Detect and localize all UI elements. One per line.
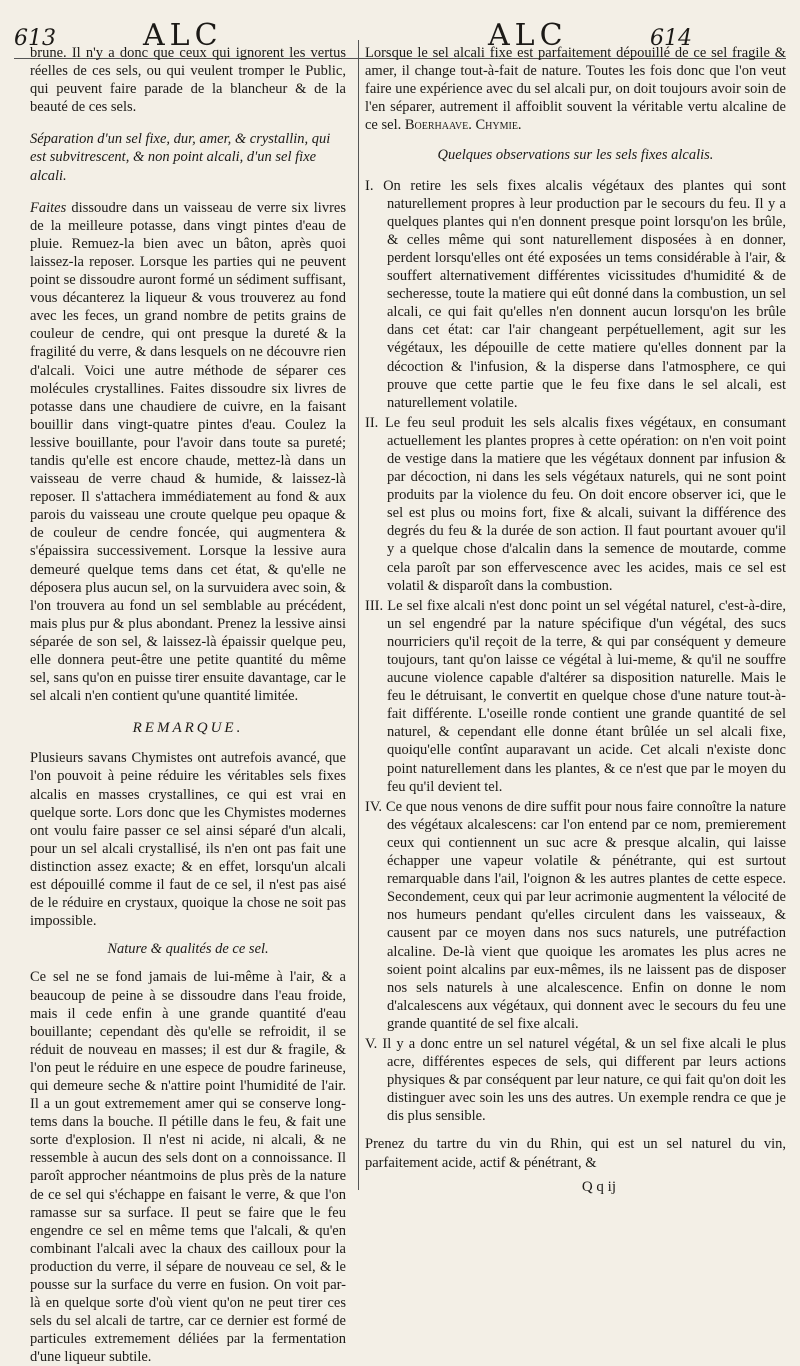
observations-list [365, 177, 786, 1126]
observation-item [365, 798, 786, 1033]
observation-text: Le sel fixe alcali n'est donc point un sel végétal naturel, c'est-à-dire, un sel engendré par la nature spécifique d'un végétal, des sucs nourriciers qu'il reçoit de la terre, & qui par conséquent y demeure toujours, tant qu'on laisse ce végétal à lui-meme, & qu'il ne souffre aucune violence capable d'altérer sa disposition naturelle. Mais le feu le détruisant, le convertit en quelque chose d'une nature tout-à-fait différente. L'oseille ronde contient une grande quantité de sel naturel, & cependant elle donne étant brûlée un sel alcali fixe, quoiqu'elle contînt auparavant un acide. Cet alcali n'existe donc point naturellement dans les plantes, & ce n'est que par le moyen du feu qu'il devient tel. [387, 597, 786, 795]
margin-word: Faites [30, 199, 67, 216]
right-running-head: ALC [488, 18, 568, 53]
lorsque-paragraph [365, 44, 786, 134]
lorsque-text: Lorsque le sel alcali fixe est parfaitement dépouillé de ce sel fragile & amer, il change tout-à-fait de nature. Toutes les fois donc que l'on veut faire une expérience avec du sel alcali pur, on doit toujours avoir soin de l'en séparer, autrement il affoiblit souvent la véritable vertu alcaline de ce sel. [365, 45, 786, 134]
observation-number: V. [365, 1035, 378, 1052]
remarque-heading: REMARQUE. [132, 720, 244, 737]
nature-heading: Nature & qualités de ce sel. [107, 941, 269, 958]
nature-paragraph: Ce sel ne se fond jamais de lui-même à l'air, & a beaucoup de peine à se dissoudre dans l'eau froide, mais il cede enfin à une grande quantité d'eau bouillante; cependant dès qu'elle se refroidit, il se réduit de nouveau en masses; il est dur & fragile, & l'on peut le réduire en une espece de poudre farineuse, qui demeure seche & n'attire point l'humidité de l'air. Il a un gout extremement amer qui se conserve long-tems dans la bouche. Il pétille dans le feu, & fait une sorte d'explosion. Il n'est ni acide, ni alcali, & ne ressemble à aucun des sels dont on a connoissance. Il paroît approcher néantmoins de plus près de la nature de ce sel qui s'échappe en faisant le verre, & que l'on ramasse sur sa surface. Il peut se faire que le feu engendre ce sel en même tems que l'alcali, & qu'en combinant l'alcali avec la chaux des cailloux pour la production du verre, il sépare de nouveau ce sel, & le pousse sur la surface du verre en fusion. On voit par-là en quelque sorte d'où vient qu'on ne peut tirer ces sels du sel alcali de tartre, car ce dernier est formé de particules extremement déliées par la fermentation d'une liqueur subtile. [30, 969, 346, 1366]
signature-mark: Q q ij [581, 1178, 616, 1195]
left-page-number: 613 [14, 26, 56, 51]
observation-text: Ce que nous venons de dire suffit pour nous faire connoître la nature des végétaux alcalescens: car l'on entend par ce nom, premierement ceux qui contiennent un suc acre & presque alcalin, qui laisse échapper une vapeur volatile & pénétrante, qui est surtout remarquable dans l'ail, l'oignon & les autres plantes de cette espece. Secondement, ceux qui par leur acrimonie augmentent la vélocité de nos humeurs pendant qu'elles circulent dans les vaisseaux, & causent par ce moyen dans nos sucs naturels, une putréfaction alcaline. De-là vient que quoique les aromates les plus acres ne soient point alcalins par eux-mêmes, ils ne laissent pas de disposer nos sels naturels à une alcalescence. Enfin on donne le nom d'alcalescens aux végétaux, qui donnent avec le secours du feu une grande quantité de sel fixe alcali. [385, 798, 786, 1032]
observations-heading: Quelques observations sur les sels fixes alcalis. [437, 147, 714, 164]
left-column [30, 44, 346, 1366]
right-page-number: 614 [650, 26, 692, 51]
observation-number: I. [365, 177, 374, 194]
prenez-paragraph: Prenez du tartre du vin du Rhin, qui est un sel naturel du vin, parfaitement acide, actif & pénétrant, & [365, 1136, 786, 1171]
observation-text: Le feu seul produit les sels alcalis fixes végétaux, en consumant actuellement les plantes propres à cette opération: on n'en voit point de vestige dans la matiere que les végétaux donnent par infusion & par décoction, ni dans les sels végétaux naturels, qui ne sont point produits par la violence du feu. On doit encore observer ici, que le sel est plus ou moins fort, fixe & alcali, suivant la différence des degrés du feu & la durée de son action. Il faut pourtant avouer qu'il y a quelque chose d'alcalin dans la semence de moutarde, comme cela paroît par son effervescence avec les acides, mais ce sel est volatil & disparoît dans la combustion. [384, 414, 786, 594]
faites-paragraph [30, 199, 346, 706]
remarque-paragraph: Plusieurs savans Chymistes ont autrefois avancé, que l'on pouvoit à peine réduire les véritables sels fixes alcalis en masses crystallines, ce qui est vrai en quelque sorte. Lors donc que les Chymistes modernes ont voulu faire passer ce sel ainsi séparé d'un alcali, pour un sel alcali crystallisé, ils n'en ont pas fait une distinction assez exacte; & en effet, lorsqu'un alcali est dépouillé comme il faut de ce sel, il n'est pas aisé de le réduire en crystaux, quoique la chose ne soit pas impossible. [30, 750, 346, 930]
observation-text: On retire les sels fixes alcalis végétaux des plantes qui sont naturellement propres à leur production par le secours du feu. Il y a quelques plantes qui n'en donnent presque point lorsqu'on les brûle, & celles même qui sont naturellement disposées à en donner, perdent lorsqu'elles ont été exposées un tems considérable à l'air, & souffert alternativement différentes vicissitudes d'humidité & de secheresse, toute la matiere qui eût donné dans la combustion, un sel alcali, ce qui fait qu'elles n'en donnent aucun lorsqu'on les brûle dans cet état: car l'air changeant perpétuellement, agit sur les végétaux, les dépouille de cette matiere qu'elles donnent par la décoction & l'infusion, & la disperse dans l'atmosphere, ce qui prouve que cette partie que le feu fixe dans le sel alcali, est naturellement volatile. [383, 177, 786, 411]
column-divider [358, 40, 359, 1190]
observation-number: III. [365, 597, 384, 614]
observation-item [365, 597, 786, 796]
observation-number: II. [365, 414, 379, 431]
section-title: Séparation d'un sel fixe, dur, amer, & crystallin, qui est subvitrescent, & non point alcali, d'un sel fixe alcali. [30, 131, 331, 184]
attribution: Boerhaave. Chymie. [404, 117, 522, 134]
right-column [365, 44, 786, 1196]
left-running-head: ALC [143, 18, 223, 53]
observation-number: IV. [365, 798, 383, 815]
observation-text: Il y a donc entre un sel naturel végétal, & un sel fixe alcali le plus acre, différentes especes de sels, qui different par leurs actions physiques & par conséquent par leur nature, ce qui fait qu'on doit les distinguer avec soin les uns des autres. Un exemple rendra ce que je dis plus sensible. [382, 1035, 786, 1125]
observation-item [365, 1035, 786, 1125]
faites-text: dissoudre dans un vaisseau de verre six livres de la meilleure potasse, dans vingt pintes d'eau de pluie. Remuez-la bien avec un bâton, après quoi laissez-la reposer. Lorsque les parties qui ne peuvent point se dissoudre auront formé un sédiment suffisant, vous décanterez la liqueur & vous trouverez au fond avec les feces, un grand nombre de petits grains de couleur de cendre, qui ont presque la dureté & la fragilité du verre, & dans lesquels on ne découvre rien d'alcali. Voici une autre méthode de séparer ces molécules crystallines. Faites dissoudre six livres de potasse dans une chaudiere de cuivre, en la faisant bouillir dans vingt-quatre pintes d'eau. Coulez la lessive bouillante, pour l'avoir dans toute sa pureté; tandis qu'elle est encore chaude, mettez-là dans un vaisseau de verre chaud & humide, & laissez-là reposer. Il s'attachera immédiatement au fond & aux parois du vaisseau une croute quelque peu opaque & de couleur de cendre foncée, qui augmentera & s'épaissira successivement. Lorsque la lessive aura demeuré quelque tems dans cet état, & qu'elle ne déposera plus aucun sel, on la survuidera avec soin, & l'on trouvera au fond un sel semblable au précédent, mais plus pur & plus abondant. Prenez la lessive ainsi séparée de son sel, & laissez-là épaissir quelque peu, elle donnera peut-être une petite quantité du même sel, sans qu'on en puisse tirer ensuite davantage, car le sel alcali n'en contient qu'une quantité limitée. [30, 199, 346, 705]
intro-paragraph: brune. Il n'y a donc que ceux qui ignorent les vertus réelles de ces sels, ou qui veulent tromper le Public, qui peuvent faire parade de la blancheur & de la beauté de ces sels. [30, 45, 346, 116]
observation-item [365, 177, 786, 412]
observation-item [365, 414, 786, 595]
